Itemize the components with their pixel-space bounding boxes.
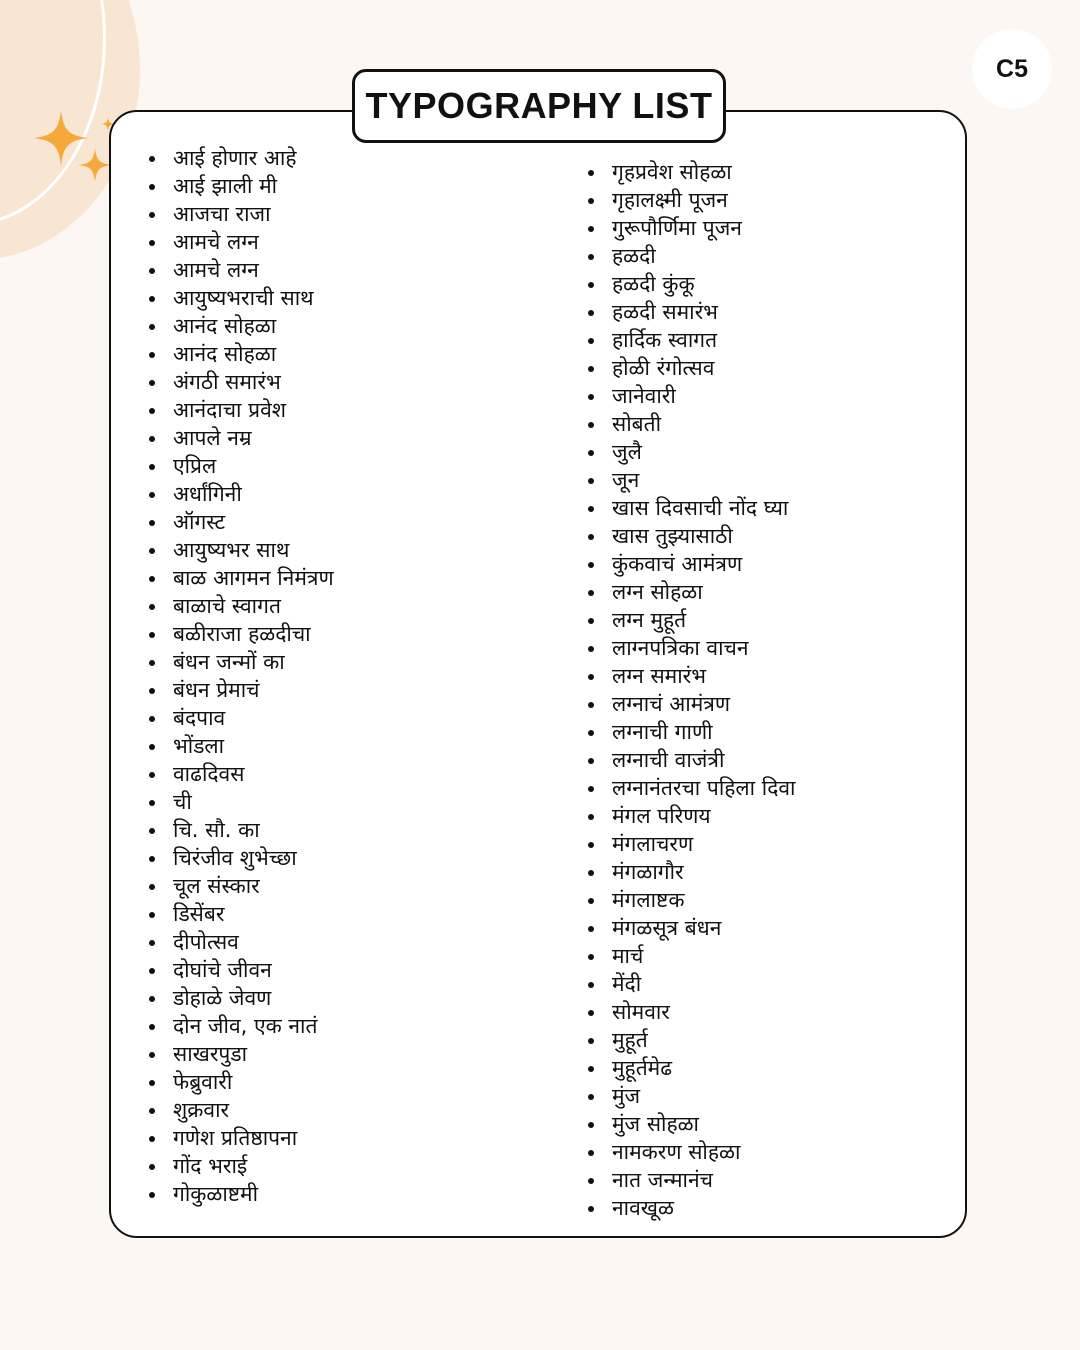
list-item: भोंडला: [149, 732, 334, 760]
list-item: अर्धांगिनी: [149, 480, 334, 508]
list-item: वाढदिवस: [149, 760, 334, 788]
list-item: आई होणार आहे: [149, 144, 334, 172]
list-item: मेंदी: [588, 970, 795, 998]
list-item: मुहूर्तमेढ: [588, 1054, 795, 1082]
list-item: मुहूर्त: [588, 1026, 795, 1054]
list-item: मुंज: [588, 1082, 795, 1110]
list-item: मंगळागौर: [588, 858, 795, 886]
list-item: गृहप्रवेश सोहळा: [588, 158, 795, 186]
list-item: डिसेंबर: [149, 900, 334, 928]
list-item: दोघांचे जीवन: [149, 956, 334, 984]
list-item: हार्दिक स्वागत: [588, 326, 795, 354]
list-item: आनंद सोहळा: [149, 312, 334, 340]
list-item: ऑगस्ट: [149, 508, 334, 536]
list-item: चूल संस्कार: [149, 872, 334, 900]
list-item: होळी रंगोत्सव: [588, 354, 795, 382]
list-item: बंदपाव: [149, 704, 334, 732]
list-item: लग्न समारंभ: [588, 662, 795, 690]
list-item: लग्न सोहळा: [588, 578, 795, 606]
list-item: मंगलाष्टक: [588, 886, 795, 914]
list-item: जुलै: [588, 438, 795, 466]
page-title: TYPOGRAPHY LIST: [365, 85, 713, 126]
list-item: चिरंजीव शुभेच्छा: [149, 844, 334, 872]
left-column-list: [149, 144, 334, 1208]
list-item: खास तुझ्यासाठी: [588, 522, 795, 550]
list-item: आमचे लग्न: [149, 256, 334, 284]
list-item: नात जन्मानंच: [588, 1166, 795, 1194]
list-item: जानेवारी: [588, 382, 795, 410]
list-item: आयुष्यभराची साथ: [149, 284, 334, 312]
list-item: जून: [588, 466, 795, 494]
list-item: दोन जीव, एक नातं: [149, 1012, 334, 1040]
list-item: लग्नानंतरचा पहिला दिवा: [588, 774, 795, 802]
list-item: बळीराजा हळदीचा: [149, 620, 334, 648]
list-item: आपले नम्र: [149, 424, 334, 452]
list-item: गृहालक्ष्मी पूजन: [588, 186, 795, 214]
right-column-list: [588, 158, 795, 1222]
list-item: नावखूळ: [588, 1194, 795, 1222]
list-item: डोहाळे जेवण: [149, 984, 334, 1012]
list-item: बाळ आगमन निमंत्रण: [149, 564, 334, 592]
list-item: हळदी: [588, 242, 795, 270]
list-item: मंगल परिणय: [588, 802, 795, 830]
list-item: आनंदाचा प्रवेश: [149, 396, 334, 424]
list-item: बाळाचे स्वागत: [149, 592, 334, 620]
list-item: चि. सौ. का: [149, 816, 334, 844]
list-item: लग्नाची गाणी: [588, 718, 795, 746]
list-item: मुंज सोहळा: [588, 1110, 795, 1138]
title-box: [352, 69, 726, 143]
list-item: खास दिवसाची नोंद घ्या: [588, 494, 795, 522]
list-item: हळदी समारंभ: [588, 298, 795, 326]
list-item: गुरूपौर्णिमा पूजन: [588, 214, 795, 242]
page-badge: C5: [972, 29, 1052, 109]
list-item: शुक्रवार: [149, 1096, 334, 1124]
list-item: हळदी कुंकू: [588, 270, 795, 298]
list-item: आमचे लग्न: [149, 228, 334, 256]
list-item: बंधन जन्मों का: [149, 648, 334, 676]
list-item: कुंकवाचं आमंत्रण: [588, 550, 795, 578]
list-item: अंगठी समारंभ: [149, 368, 334, 396]
list-item: सोबती: [588, 410, 795, 438]
list-item: आजचा राजा: [149, 200, 334, 228]
list-item: ची: [149, 788, 334, 816]
list-item: आयुष्यभर साथ: [149, 536, 334, 564]
list-item: फेब्रुवारी: [149, 1068, 334, 1096]
list-item: एप्रिल: [149, 452, 334, 480]
list-item: मार्च: [588, 942, 795, 970]
list-item: मंगलाचरण: [588, 830, 795, 858]
list-item: साखरपुडा: [149, 1040, 334, 1068]
sparkle-icon: [78, 148, 112, 182]
list-item: दीपोत्सव: [149, 928, 334, 956]
list-item: लग्नाचं आमंत्रण: [588, 690, 795, 718]
list-item: लग्न मुहूर्त: [588, 606, 795, 634]
list-item: मंगळसूत्र बंधन: [588, 914, 795, 942]
list-item: लाग्नपत्रिका वाचन: [588, 634, 795, 662]
list-item: गणेश प्रतिष्ठापना: [149, 1124, 334, 1152]
list-item: लग्नाची वाजंत्री: [588, 746, 795, 774]
list-item: बंधन प्रेमाचं: [149, 676, 334, 704]
list-item: गोकुळाष्टमी: [149, 1180, 334, 1208]
list-item: गोंद भराई: [149, 1152, 334, 1180]
list-item: नामकरण सोहळा: [588, 1138, 795, 1166]
list-item: आई झाली मी: [149, 172, 334, 200]
list-item: आनंद सोहळा: [149, 340, 334, 368]
list-item: सोमवार: [588, 998, 795, 1026]
